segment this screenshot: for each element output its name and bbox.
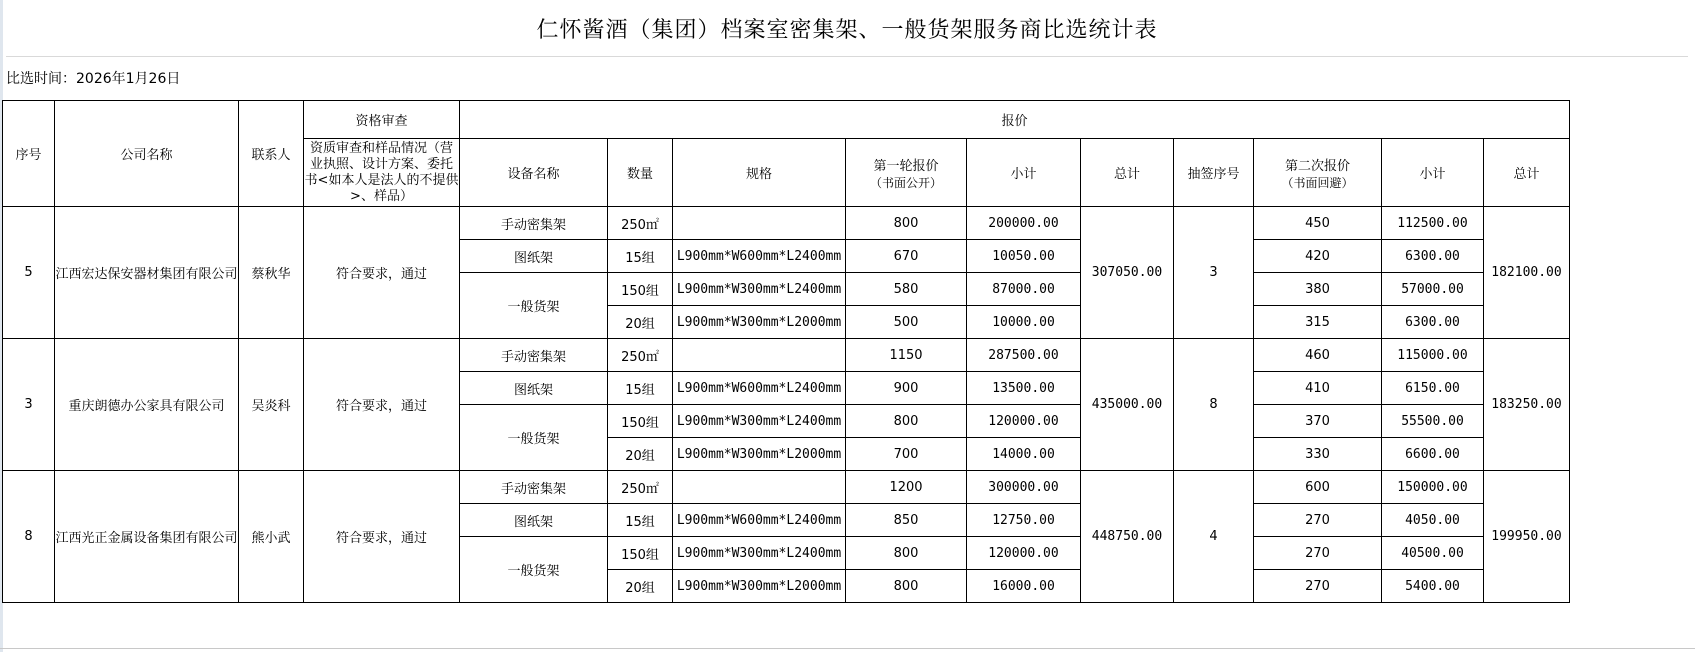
header-total-2[interactable]: 总计 <box>1484 139 1570 207</box>
header-company[interactable]: 公司名称 <box>55 101 239 207</box>
header-seq[interactable]: 序号 <box>3 101 55 207</box>
cell-sub1[interactable]: 10050.00 <box>967 240 1081 273</box>
cell-sub2[interactable]: 112500.00 <box>1382 207 1484 240</box>
cell-qty[interactable]: 250㎡ <box>608 207 673 240</box>
cell-equipment[interactable]: 一般货架 <box>460 405 608 471</box>
cell-spec[interactable]: L900mm*W600mm*L2400mm <box>673 504 846 537</box>
cell-lottery[interactable]: 4 <box>1174 471 1254 603</box>
cell-sub1[interactable]: 12750.00 <box>967 504 1081 537</box>
cell-first-total[interactable]: 435000.00 <box>1081 339 1174 471</box>
cell-spec[interactable] <box>673 471 846 504</box>
cell-spec[interactable]: L900mm*W300mm*L2000mm <box>673 306 846 339</box>
cell-sub1[interactable]: 10000.00 <box>967 306 1081 339</box>
first-price-label: 第一轮报价 <box>873 158 939 174</box>
selection-date[interactable]: 比选时间：2026年1月26日 <box>6 71 181 87</box>
cell-equipment[interactable]: 图纸架 <box>460 504 608 537</box>
header-quote[interactable]: 报价 <box>460 101 1570 139</box>
first-price-note: （书面公开） <box>869 175 942 190</box>
cell-contact[interactable]: 蔡秋华 <box>239 207 304 339</box>
cell-price2[interactable]: 330 <box>1254 438 1382 471</box>
page-title[interactable]: 仁怀酱酒（集团）档案室密集架、一般货架服务商比选统计表 <box>6 0 1688 57</box>
cell-equipment[interactable]: 手动密集架 <box>460 471 608 504</box>
cell-seq[interactable]: 8 <box>3 471 55 603</box>
cell-equipment[interactable]: 手动密集架 <box>460 207 608 240</box>
cell-qualification[interactable]: 符合要求，通过 <box>304 207 460 339</box>
cell-seq[interactable]: 3 <box>3 339 55 471</box>
cell-price1[interactable]: 670 <box>846 240 967 273</box>
cell-spec[interactable]: L900mm*W300mm*L2400mm <box>673 405 846 438</box>
cell-sub2[interactable]: 6300.00 <box>1382 306 1484 339</box>
table-row <box>3 207 1570 240</box>
cell-price2[interactable]: 450 <box>1254 207 1382 240</box>
cell-equipment[interactable]: 图纸架 <box>460 240 608 273</box>
cell-price1[interactable]: 700 <box>846 438 967 471</box>
cell-price2[interactable]: 370 <box>1254 405 1382 438</box>
cell-qty[interactable]: 150组 <box>608 537 673 570</box>
cell-qualification[interactable]: 符合要求，通过 <box>304 339 460 471</box>
cell-company[interactable]: 江西宏达保安器材集团有限公司 <box>55 207 239 339</box>
table-row <box>3 339 1570 372</box>
cell-sub1[interactable]: 13500.00 <box>967 372 1081 405</box>
cell-first-total[interactable]: 448750.00 <box>1081 471 1174 603</box>
cell-price1[interactable]: 1150 <box>846 339 967 372</box>
cell-qty[interactable]: 150组 <box>608 405 673 438</box>
cell-price2[interactable]: 460 <box>1254 339 1382 372</box>
cell-price1[interactable]: 850 <box>846 504 967 537</box>
cell-price2[interactable]: 420 <box>1254 240 1382 273</box>
header-total[interactable]: 总计 <box>1081 139 1174 207</box>
cell-price2[interactable]: 600 <box>1254 471 1382 504</box>
cell-second-total[interactable]: 182100.00 <box>1484 207 1570 339</box>
cell-qty[interactable]: 20组 <box>608 570 673 603</box>
cell-qty[interactable]: 250㎡ <box>608 471 673 504</box>
table-row <box>3 471 1570 504</box>
cell-price1[interactable]: 800 <box>846 207 967 240</box>
cell-lottery[interactable]: 3 <box>1174 207 1254 339</box>
cell-sub2[interactable]: 4050.00 <box>1382 504 1484 537</box>
cell-spec[interactable]: L900mm*W300mm*L2400mm <box>673 537 846 570</box>
header-row-1 <box>3 101 1570 139</box>
cell-price2[interactable]: 380 <box>1254 273 1382 306</box>
cell-qty[interactable]: 15组 <box>608 504 673 537</box>
cell-sub1[interactable]: 287500.00 <box>967 339 1081 372</box>
header-quantity[interactable]: 数量 <box>608 139 673 207</box>
cell-contact[interactable]: 熊小武 <box>239 471 304 603</box>
sheet-bottom-divider <box>0 648 1695 649</box>
cell-price2[interactable]: 270 <box>1254 537 1382 570</box>
cell-price2[interactable]: 410 <box>1254 372 1382 405</box>
cell-price1[interactable]: 800 <box>846 570 967 603</box>
cell-qty[interactable]: 15组 <box>608 240 673 273</box>
cell-qty[interactable]: 20组 <box>608 306 673 339</box>
cell-sub2[interactable]: 6300.00 <box>1382 240 1484 273</box>
cell-qty[interactable]: 250㎡ <box>608 339 673 372</box>
cell-sub1[interactable]: 87000.00 <box>967 273 1081 306</box>
header-subtotal[interactable]: 小计 <box>967 139 1081 207</box>
header-second-price[interactable] <box>1254 139 1382 207</box>
comparison-table <box>2 100 1570 603</box>
header-first-price[interactable] <box>846 139 967 207</box>
cell-price2[interactable]: 270 <box>1254 570 1382 603</box>
cell-qty[interactable]: 150组 <box>608 273 673 306</box>
header-equipment[interactable]: 设备名称 <box>460 139 608 207</box>
cell-second-total[interactable]: 199950.00 <box>1484 471 1570 603</box>
cell-price1[interactable]: 1200 <box>846 471 967 504</box>
cell-spec[interactable] <box>673 207 846 240</box>
cell-sub1[interactable]: 16000.00 <box>967 570 1081 603</box>
cell-price1[interactable]: 900 <box>846 372 967 405</box>
cell-sub2[interactable]: 57000.00 <box>1382 273 1484 306</box>
cell-price1[interactable]: 500 <box>846 306 967 339</box>
cell-spec[interactable]: L900mm*W600mm*L2400mm <box>673 372 846 405</box>
cell-sub1[interactable]: 120000.00 <box>967 537 1081 570</box>
cell-spec[interactable] <box>673 339 846 372</box>
header-spec[interactable]: 规格 <box>673 139 846 207</box>
cell-price2[interactable]: 270 <box>1254 504 1382 537</box>
cell-sub2[interactable]: 115000.00 <box>1382 339 1484 372</box>
second-price-note: （书面回避） <box>1281 175 1354 190</box>
cell-qty[interactable]: 20组 <box>608 438 673 471</box>
cell-sub2[interactable]: 55500.00 <box>1382 405 1484 438</box>
cell-company[interactable]: 重庆朗德办公家具有限公司 <box>55 339 239 471</box>
cell-sub2[interactable]: 40500.00 <box>1382 537 1484 570</box>
cell-qty[interactable]: 15组 <box>608 372 673 405</box>
cell-sub2[interactable]: 6150.00 <box>1382 372 1484 405</box>
cell-lottery[interactable]: 8 <box>1174 339 1254 471</box>
cell-company[interactable]: 江西光正金属设备集团有限公司 <box>55 471 239 603</box>
cell-equipment[interactable]: 一般货架 <box>460 537 608 603</box>
second-price-label: 第二次报价 <box>1284 158 1350 174</box>
cell-sub1[interactable]: 120000.00 <box>967 405 1081 438</box>
cell-equipment[interactable]: 手动密集架 <box>460 339 608 372</box>
cell-sub1[interactable]: 14000.00 <box>967 438 1081 471</box>
header-subtotal-2[interactable]: 小计 <box>1382 139 1484 207</box>
cell-sub2[interactable]: 5400.00 <box>1382 570 1484 603</box>
cell-price1[interactable]: 800 <box>846 537 967 570</box>
cell-qualification[interactable]: 符合要求，通过 <box>304 471 460 603</box>
cell-second-total[interactable]: 183250.00 <box>1484 339 1570 471</box>
cell-price2[interactable]: 315 <box>1254 306 1382 339</box>
header-contact[interactable]: 联系人 <box>239 101 304 207</box>
cell-sub1[interactable]: 200000.00 <box>967 207 1081 240</box>
cell-contact[interactable]: 吴炎科 <box>239 339 304 471</box>
cell-equipment[interactable]: 图纸架 <box>460 372 608 405</box>
cell-spec[interactable]: L900mm*W300mm*L2000mm <box>673 438 846 471</box>
cell-spec[interactable]: L900mm*W600mm*L2400mm <box>673 240 846 273</box>
cell-seq[interactable]: 5 <box>3 207 55 339</box>
cell-price1[interactable]: 800 <box>846 405 967 438</box>
cell-sub2[interactable]: 6600.00 <box>1382 438 1484 471</box>
header-qualification-desc[interactable]: 资质审查和样品情况（营业执照、设计方案、委托书<如本人是法人的不提供>、样品） <box>304 139 460 207</box>
cell-spec[interactable]: L900mm*W300mm*L2400mm <box>673 273 846 306</box>
cell-price1[interactable]: 580 <box>846 273 967 306</box>
cell-sub2[interactable]: 150000.00 <box>1382 471 1484 504</box>
cell-first-total[interactable]: 307050.00 <box>1081 207 1174 339</box>
cell-spec[interactable]: L900mm*W300mm*L2000mm <box>673 570 846 603</box>
cell-equipment[interactable]: 一般货架 <box>460 273 608 339</box>
header-qualification[interactable]: 资格审查 <box>304 101 460 139</box>
header-lottery[interactable]: 抽签序号 <box>1174 139 1254 207</box>
cell-sub1[interactable]: 300000.00 <box>967 471 1081 504</box>
